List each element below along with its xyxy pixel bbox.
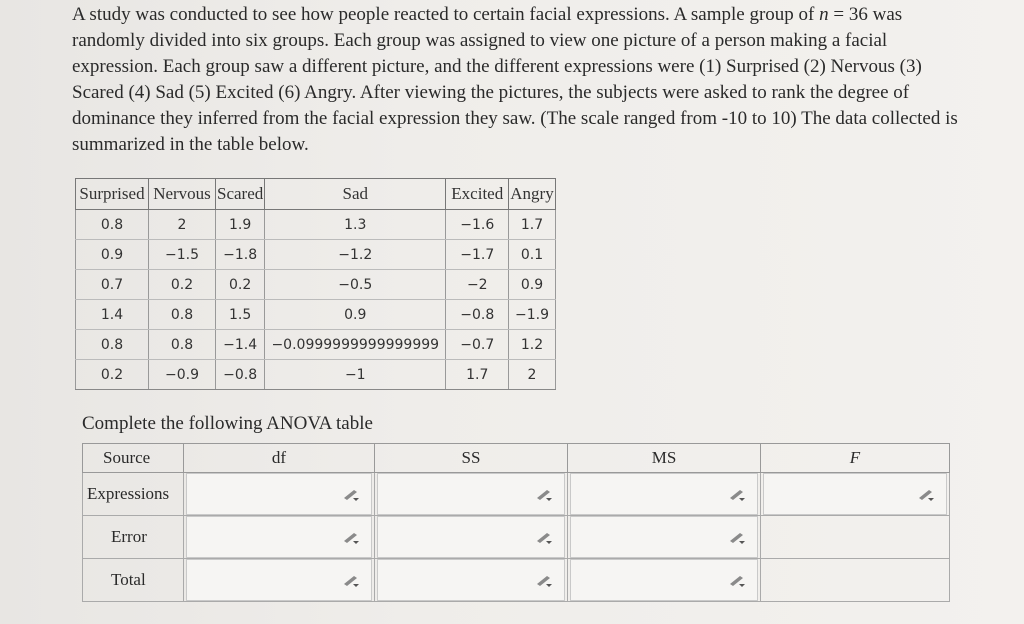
table-cell: −1.6 — [446, 210, 509, 240]
pencil-icon[interactable] — [916, 487, 936, 501]
table-cell: 0.9 — [509, 270, 555, 300]
table-row — [76, 270, 556, 300]
pencil-icon[interactable] — [534, 573, 554, 587]
pencil-icon[interactable] — [341, 573, 361, 587]
anova-row-error — [83, 516, 950, 559]
empty-cell — [761, 516, 950, 559]
pencil-icon[interactable] — [727, 530, 747, 544]
table-cell: 0.9 — [76, 240, 149, 270]
table-cell: 1.3 — [265, 210, 446, 240]
df-expressions-field[interactable] — [186, 473, 372, 515]
column-header: Excited — [446, 179, 509, 210]
pencil-icon[interactable] — [341, 530, 361, 544]
anova-header-ss: SS — [375, 444, 568, 473]
table-cell: 0.2 — [216, 270, 265, 300]
table-cell: 2 — [509, 360, 555, 390]
table-cell: 1.2 — [509, 330, 555, 360]
table-cell: 1.4 — [76, 300, 149, 330]
table-cell: 2 — [149, 210, 216, 240]
column-header: Angry — [509, 179, 555, 210]
table-row — [76, 360, 556, 390]
table-cell: 0.1 — [509, 240, 555, 270]
sample-size-variable: n — [819, 4, 829, 25]
table-cell: −0.8 — [216, 360, 265, 390]
anova-table — [82, 443, 950, 602]
table-cell: 1.7 — [446, 360, 509, 390]
table-cell: −1.7 — [446, 240, 509, 270]
table-cell: −0.9 — [149, 360, 216, 390]
table-row — [76, 240, 556, 270]
f-expressions-field[interactable] — [763, 473, 947, 515]
table-cell: 0.2 — [76, 360, 149, 390]
anova-header-f: F — [761, 444, 950, 473]
sample-size-value: = 36 — [828, 4, 868, 25]
table-row — [76, 330, 556, 360]
df-total-field[interactable] — [186, 559, 372, 601]
table-cell: −0.5 — [265, 270, 446, 300]
table-row — [76, 210, 556, 240]
table-row — [76, 300, 556, 330]
column-header: Surprised — [76, 179, 149, 210]
table-cell: 0.2 — [149, 270, 216, 300]
table-cell: −1.5 — [149, 240, 216, 270]
table-cell: 1.9 — [216, 210, 265, 240]
table-cell: 1.7 — [509, 210, 555, 240]
table-cell: 0.9 — [265, 300, 446, 330]
pencil-icon[interactable] — [534, 487, 554, 501]
row-label: Error — [83, 516, 184, 559]
anova-row-total — [83, 559, 950, 602]
problem-text-a: A study was conducted to see how people reacted to certain facial expressions. A sample group of — [72, 4, 820, 25]
pencil-icon[interactable] — [727, 573, 747, 587]
df-error-field[interactable] — [186, 516, 372, 558]
data-table — [75, 178, 556, 390]
table-cell: 0.8 — [76, 210, 149, 240]
table-cell: 0.7 — [76, 270, 149, 300]
table-cell: −1.2 — [265, 240, 446, 270]
table-cell: −1.8 — [216, 240, 265, 270]
problem-text-b: was randomly divided into six groups. Each group was assigned to view one picture of a person making a facial expression. Each group saw a different picture, and the different expressions were (1) Surprised (2) Nervous (3) Scared (4) Sad (5) Excited (6) Angry. After viewing the pictures, the subjects were asked to rank the degree of dominance they inferred from the facial expression they saw. (The scale ranged from -10 to 10) The data collected is summarized in the table below. — [72, 4, 958, 155]
anova-header-source: Source — [83, 444, 184, 473]
row-label: Total — [83, 559, 184, 602]
anova-header-ms: MS — [568, 444, 761, 473]
column-header: Sad — [265, 179, 446, 210]
pencil-icon[interactable] — [727, 487, 747, 501]
anova-row-expressions — [83, 473, 950, 516]
row-label: Expressions — [83, 473, 184, 516]
table-cell: −1.9 — [509, 300, 555, 330]
problem-statement — [72, 2, 972, 158]
anova-instruction: Complete the following ANOVA table — [82, 413, 373, 434]
ms-expressions-field[interactable] — [570, 473, 758, 515]
table-cell: −0.7 — [446, 330, 509, 360]
pencil-icon[interactable] — [341, 487, 361, 501]
column-header: Nervous — [149, 179, 216, 210]
table-cell: −1 — [265, 360, 446, 390]
pencil-icon[interactable] — [534, 530, 554, 544]
table-cell: −0.0999999999999999 — [265, 330, 446, 360]
table-cell: −1.4 — [216, 330, 265, 360]
ss-expressions-field[interactable] — [377, 473, 565, 515]
anova-header-df: df — [184, 444, 375, 473]
table-cell: 0.8 — [149, 300, 216, 330]
ss-error-field[interactable] — [377, 516, 565, 558]
table-cell: 0.8 — [76, 330, 149, 360]
empty-cell — [761, 559, 950, 602]
ss-total-field[interactable] — [377, 559, 565, 601]
table-cell: −0.8 — [446, 300, 509, 330]
ms-total-field[interactable] — [570, 559, 758, 601]
table-cell: 1.5 — [216, 300, 265, 330]
table-cell: −2 — [446, 270, 509, 300]
table-cell: 0.8 — [149, 330, 216, 360]
column-header: Scared — [216, 179, 265, 210]
ms-error-field[interactable] — [570, 516, 758, 558]
